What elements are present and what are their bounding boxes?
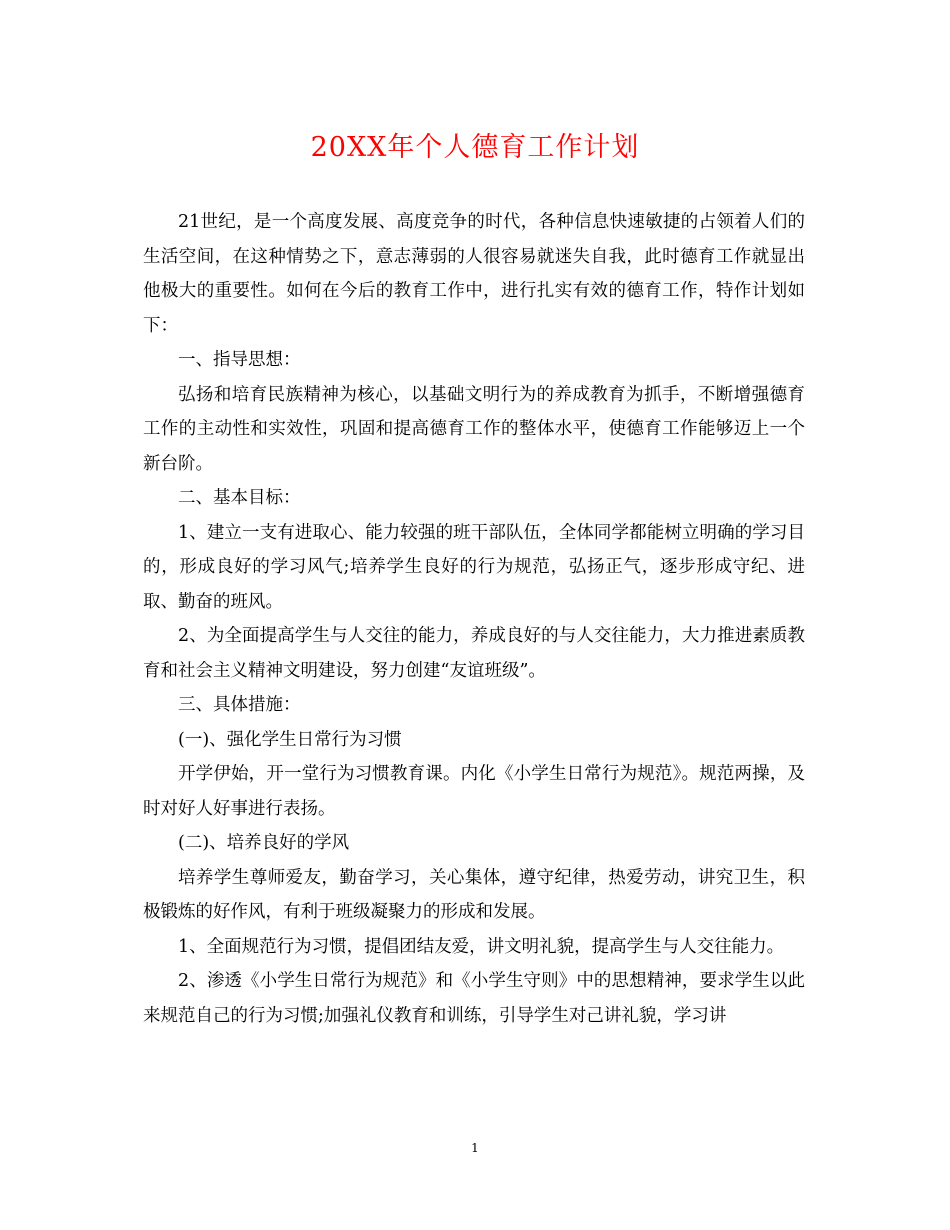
section-heading-measures: 三、具体措施： <box>178 695 301 715</box>
document-body <box>143 205 805 1033</box>
intro-paragraph: 21世纪，是一个高度发展、高度竞争的时代，各种信息快速敏捷的占领着人们的生活空间，在这种情势之下，意志薄弱的人很容易就迷失自我，此时德育工作就显出他极大的重要性。如何在今后的教育工作中，进行扎实有效的德育工作，特作计划如下： <box>143 212 805 336</box>
daily-habits-paragraph: 开学伊始，开一堂行为习惯教育课。内化《小学生日常行为规范》。规范两操，及时对好人好事进行表扬。 <box>143 764 805 819</box>
guiding-thought-paragraph: 弘扬和培育民族精神为核心，以基础文明行为的养成教育为抓手，不断增强德育工作的主动性和实效性，巩固和提高德育工作的整体水平，使德育工作能够迈上一个新台阶。 <box>143 384 805 474</box>
goal-item-2: 2、为全面提高学生与人交往的能力，养成良好的与人交往能力，大力推进素质教育和社会主义精神文明建设，努力创建“友谊班级”。 <box>143 626 805 681</box>
subheading-study-style: (二)、培养良好的学风 <box>178 833 350 853</box>
section-heading-basic-goals: 二、基本目标： <box>178 488 301 508</box>
section-heading-guiding-thought: 一、指导思想： <box>178 350 301 370</box>
subheading-daily-habits: (一)、强化学生日常行为习惯 <box>178 729 402 750</box>
goal-item-1: 1、建立一支有进取心、能力较强的班干部队伍，全体同学都能树立明确的学习目的，形成良好的学习风气;培养学生良好的行为规范，弘扬正气，逐步形成守纪、进取、勤奋的班风。 <box>143 522 805 612</box>
study-style-paragraph: 培养学生尊师爱友，勤奋学习，关心集体，遵守纪律，热爱劳动，讲究卫生，积极锻炼的好作风，有利于班级凝聚力的形成和发展。 <box>143 867 805 922</box>
measure-item-2: 2、渗透《小学生日常行为规范》和《小学生守则》中的思想精神，要求学生以此来规范自己的行为习惯;加强礼仪教育和训练，引导学生对己讲礼貌，学习讲 <box>143 971 805 1026</box>
measure-item-1: 1、全面规范行为习惯，提倡团结友爱，讲文明礼貌，提高学生与人交往能力。 <box>178 936 785 957</box>
page-number: 1 <box>471 1141 479 1155</box>
document-title: 20XX年个人德育工作计划 <box>310 132 640 163</box>
